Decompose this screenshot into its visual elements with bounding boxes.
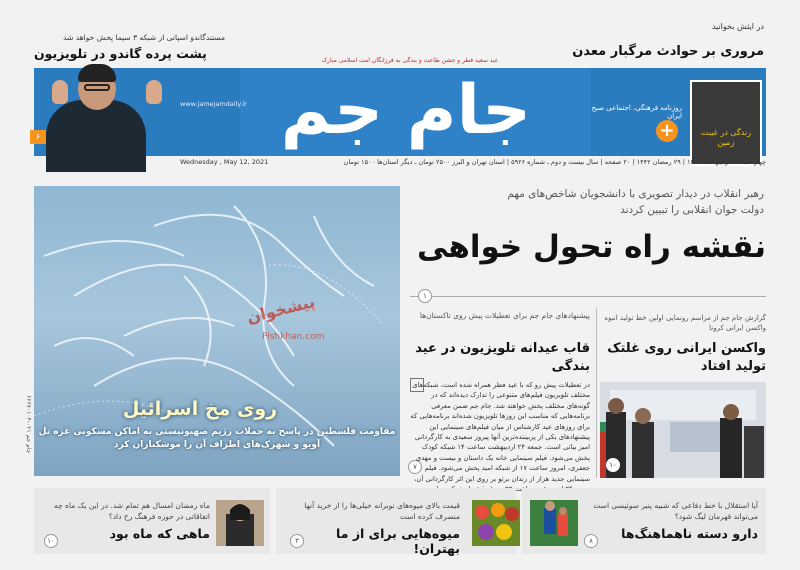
fruit-thumbnail bbox=[472, 500, 520, 546]
tv-story-kicker: پیشنهادهای جام جم برای تعطیلات پیش روی تاکستان‌ها bbox=[419, 311, 590, 320]
date-bar-fa: چهارشنبه ۲۲ اردیبهشت ۱۴۰۰ | ۲۹ رمضان ۱۴۴۲ | ۲۰ صفحه | سال بیست و دوم ـ شماره ۵۹۲۶ | استان تهران و البرز ۲۵۰۰ تومان ـ دیگر استان‌ها ۱۵۰۰ تومان bbox=[343, 158, 766, 166]
hero-headline[interactable]: روی مخ اسرائیل bbox=[122, 398, 278, 420]
culture-page-badge: ۱۰ bbox=[44, 534, 58, 548]
football-thumbnail bbox=[530, 500, 578, 546]
watermark-logo: پیشخوان bbox=[244, 291, 317, 328]
culture-thumbnail bbox=[216, 500, 264, 546]
tv-story-headline[interactable]: قاب عیدانه تلویزیون در عید بندگی bbox=[415, 341, 590, 374]
fruit-graphic bbox=[472, 500, 520, 546]
vaccine-page-badge: ۱۰ bbox=[606, 458, 620, 472]
man-right-hand bbox=[146, 80, 162, 104]
football-graphic bbox=[530, 500, 578, 546]
fruit-page-badge: ۳ bbox=[290, 534, 304, 548]
top-right-headline[interactable]: مروری بر حوادث مرگبار معدن bbox=[572, 44, 764, 59]
masthead-tagline: عید سعید فطر و جشن طاعت و بندگی به فرزانگان امت اسلامی مبارک bbox=[321, 57, 499, 64]
tv-icon bbox=[410, 378, 424, 392]
man-figure-glasses bbox=[84, 84, 110, 91]
column-divider bbox=[596, 308, 597, 478]
date-bar-en: Wednesday , May 12, 2021 bbox=[180, 158, 269, 166]
masthead-promo-photo[interactable] bbox=[690, 80, 762, 166]
culture-headline[interactable]: ماهی که ماه بود bbox=[109, 526, 210, 541]
culture-kicker: ماه رمضان امسال هم تمام شد. در این یک ماه چه اتفاقاتی در حوزه فرهنگ رخ داد؟ bbox=[54, 501, 210, 521]
date-bar bbox=[180, 158, 766, 166]
culture-graphic bbox=[216, 500, 264, 546]
lead-kicker-line1: رهبر انقلاب در دیدار تصویری با دانشجویان شاخص‌های مهم bbox=[507, 188, 764, 200]
top-right-kicker: در ایثش بخوانید bbox=[711, 22, 764, 31]
newspaper-logo[interactable]: جام جم bbox=[280, 71, 532, 150]
hero-page-badge: ۷ bbox=[408, 460, 422, 474]
vaccine-event-graphic bbox=[600, 382, 766, 478]
fruit-headline[interactable]: میوه‌هایی برای از ما بهتران! bbox=[336, 526, 460, 556]
promo-photo-caption: زندگی در غیبت زمین bbox=[700, 128, 752, 147]
masthead-url: www.jamejamdaily.ir bbox=[180, 100, 247, 108]
man-figure-body bbox=[46, 100, 146, 172]
bottom-box-fruit[interactable] bbox=[276, 488, 516, 554]
hero-subhead: مقاومت فلسطین در پاسخ به حملات رژیم صهیونیستی به اماکن مسکونی غزه تل آویو و شهرک‌های اطراف آن را موشکباران کرد bbox=[38, 427, 396, 450]
side-contact: جام جم ۰۲۱-۶۶۶۷۰۱۰۴ bbox=[25, 395, 32, 454]
sports-kicker: آیا استقلال با خط دفاعی که شبیه پنیر سوئیسی است می‌تواند قهرمان لیگ شود؟ bbox=[593, 501, 758, 521]
bottom-box-sports[interactable] bbox=[522, 488, 766, 554]
vaccine-event-photo[interactable] bbox=[600, 382, 766, 478]
page-tab-icon: ۶ bbox=[30, 130, 46, 144]
bottom-box-culture[interactable] bbox=[34, 488, 270, 554]
vaccine-story-kicker: گزارش جام جم از مراسم رونمایی اولین خط تولید انبوه واکسن ایرانی کرونا bbox=[604, 314, 766, 332]
man-figure-hat bbox=[78, 64, 116, 82]
watermark-url: Pishkhan.com bbox=[262, 332, 325, 342]
tv-story-body: در تعطیلات پیش رو که با عید فطر همراه شده است، شبکه‌های مختلف تلویزیون فیلم‌های متنوعی را تدارک دیده‌اند که در گونه‌های مختلف پخش خواهند شد. جام جم ضمن معرفی برنامه‌هایی که مناسب این روزها تلویزیون شده‌اند برنامه‌هایی که برای روزهای عید کارشناس از میان فیلم‌های سینمایی این پیشنهادهای یکی از پربیننده‌ترین آنها پیروز سعیدی به کارگردانی امیر بیاتی است. جمعه ۲۴ اردیبهشت ساعت ۱۴ شبکه کودک پخش می‌شود. فیلم سینمایی خانه یک داستان و بیست و مهدی جعفری، امروز ساعت ۱۷ از شبکه امید پخش می‌شود. فیلم سینمایی جدید هزار از زندان برتو بر روی این اثر کارگردانی آن، bbox=[410, 381, 590, 483]
masthead-subtitle: روزنامه فرهنگی، اجتماعی صبح ایران bbox=[591, 104, 682, 120]
lead-divider bbox=[410, 296, 766, 297]
top-left-headline[interactable]: پشت پرده گاندو در تلویزیون bbox=[34, 46, 207, 61]
lead-headline[interactable]: نقشه راه تحول خواهی bbox=[416, 229, 766, 265]
top-left-kicker: مستندگاندو اسپاتی از شبکه ۳ سیما پخش خواهد شد bbox=[63, 33, 225, 42]
vaccine-story-headline[interactable]: واکسن ایرانی روی غلتک تولید افتاد bbox=[607, 341, 766, 374]
plus-icon: + bbox=[656, 120, 678, 142]
sports-headline[interactable]: دارو دسته ناهماهنگ‌ها bbox=[621, 526, 758, 541]
lead-kicker-line2: دولت جوان انقلابی را تبیین کردند bbox=[620, 204, 764, 216]
lead-page-badge: ۱ bbox=[418, 289, 432, 303]
fruit-kicker: قیمت بالای میوه‌های نوبرانه خیلی‌ها را از خرید آنها منصرف کرده است bbox=[304, 501, 460, 521]
sports-page-badge: ۸ bbox=[584, 534, 598, 548]
man-left-hand bbox=[52, 80, 68, 104]
